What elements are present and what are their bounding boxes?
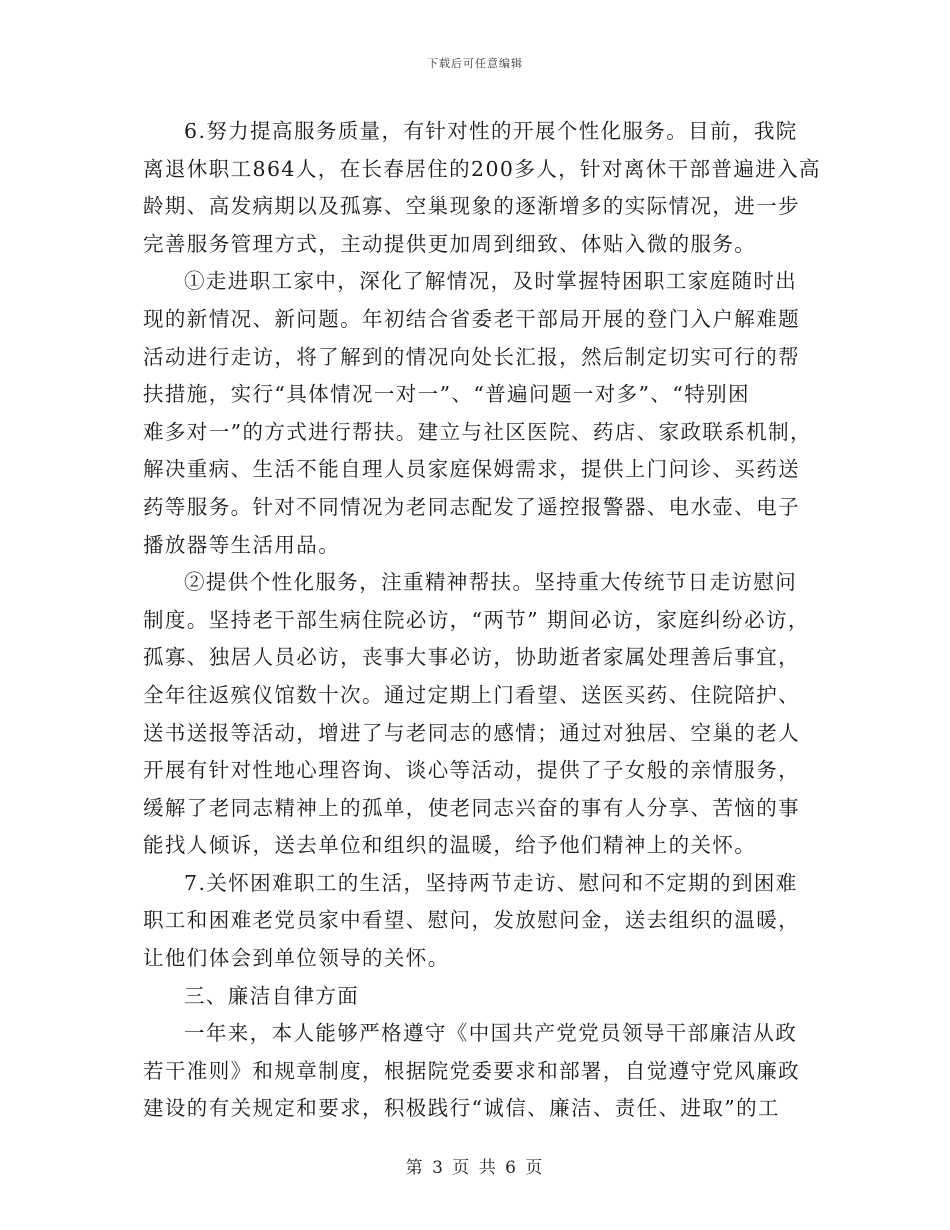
body-line: 全年往返殡仪馆数十次。通过定期上门看望、送医买药、住院陪护、 [143,682,800,707]
body-line: 能找人倾诉，送去单位和组织的温暖，给予他们精神上的关怀。 [143,833,757,858]
body-line: ②提供个性化服务，注重精神帮扶。坚持重大传统节日走访慰问 [184,570,798,595]
body-line: 7.关怀困难职工的生活，坚持两节走访、慰问和不定期的到困难 [184,870,798,895]
body-line: 解决重病、生活不能自理人员家庭保姆需求，提供上门问诊、买药送 [143,457,800,482]
body-line: 建设的有关规定和要求，积极践行“诚信、廉洁、责任、进取”的工 [143,1096,780,1121]
body-line: 龄期、高发病期以及孤寡、空巢现象的逐渐增多的实际情况，进一步 [143,194,800,219]
body-line: 孤寡、独居人员必访，丧事大事必访，协助逝者家属处理善后事宜， [143,645,800,670]
body-line: 完善服务管理方式，主动提供更加周到细致、体贴入微的服务。 [143,231,757,256]
body-line: 离退休职工864人，在长春居住的200多人，针对离休干部普遍进入高 [143,156,821,181]
body-line: 送书送报等活动，增进了与老同志的感情；通过对独居、空巢的老人 [143,720,800,745]
body-line: 职工和困难老党员家中看望、慰问，发放慰问金，送去组织的温暖， [143,908,800,933]
body-line: 若干准则》和规章制度，根据院党委要求和部署，自觉遵守党风廉政 [143,1058,800,1083]
body-line: 播放器等生活用品。 [143,532,341,557]
page-header-note: 下载后可任意编辑 [427,57,523,70]
body-line: 开展有针对性地心理咨询、谈心等活动，提供了子女般的亲情服务， [143,758,800,783]
body-line: 活动进行走访，将了解到的情况向处长汇报，然后制定切实可行的帮 [143,344,800,369]
document-body [143,113,821,1128]
body-line: 制度。坚持老干部生病住院必访，“两节” 期间必访，家庭纠纷必访， [143,607,810,632]
body-line: 药等服务。针对不同情况为老同志配发了遥控报警器、电水壶、电子 [143,494,800,519]
body-line: 缓解了老同志精神上的孤单，使老同志兴奋的事有人分享、苦恼的事 [143,795,800,820]
body-line: 难多对一”的方式进行帮扶。建立与社区医院、药店、家政联系机制， [143,419,812,444]
body-line: ①走进职工家中，深化了解情况，及时掌握特困职工家庭随时出 [184,269,798,294]
page-number-footer: 第 3 页 共 6 页 [405,1158,545,1178]
body-line: 让他们体会到单位领导的关怀。 [143,946,450,971]
body-line: 现的新情况、新问题。年初结合省委老干部局开展的登门入户解难题 [143,306,800,331]
body-line: 扶措施，实行“具体情况一对一”、“普遍问题一对多”、“特别困 [143,382,750,407]
section-heading: 三、廉洁自律方面 [184,983,360,1008]
body-line: 一年来，本人能够严格遵守《中国共产党党员领导干部廉洁从政 [184,1021,798,1046]
body-line: 6.努力提高服务质量，有针对性的开展个性化服务。目前，我院 [184,119,798,143]
